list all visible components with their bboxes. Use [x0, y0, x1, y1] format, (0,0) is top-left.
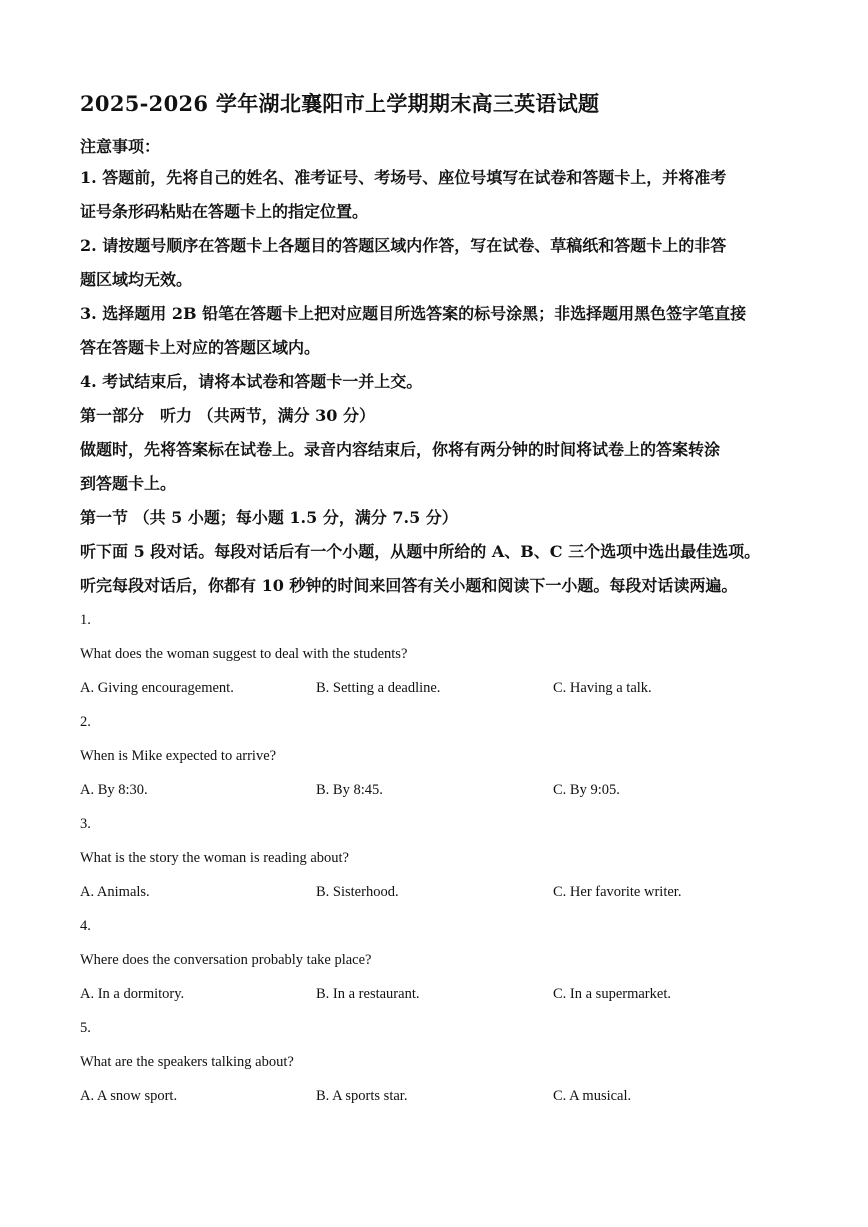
- option-c: C. By 9:05.: [553, 782, 620, 798]
- note-line: 3. 选择题用 2B 铅笔在答题卡上把对应题目所选答案的标号涂黑；非选择题用黑色签字笔直接: [80, 304, 747, 323]
- note-line: 证号条形码粘贴在答题卡上的指定位置。: [80, 202, 369, 221]
- section1-heading: 第一节 （共 5 小题；每小题 1.5 分，满分 7.5 分）: [80, 508, 458, 527]
- question-number: 1.: [80, 612, 91, 628]
- question-number: 3.: [80, 816, 91, 832]
- option-b: B. By 8:45.: [316, 782, 383, 798]
- option-a: A. Giving encouragement.: [80, 680, 234, 696]
- note-line: 1. 答题前，先将自己的姓名、准考证号、考场号、座位号填写在试卷和答题卡上，并将准考: [80, 168, 727, 187]
- option-a: A. Animals.: [80, 884, 150, 900]
- option-b: B. Setting a deadline.: [316, 680, 441, 696]
- question-number: 5.: [80, 1020, 91, 1036]
- option-c: C. In a supermarket.: [553, 986, 671, 1002]
- note-line: 4. 考试结束后，请将本试卷和答题卡一并上交。: [80, 372, 423, 391]
- section1-intro-line: 听下面 5 段对话。每段对话后有一个小题，从题中所给的 A、B、C 三个选项中选出最佳选项。: [80, 542, 761, 561]
- question-number: 4.: [80, 918, 91, 934]
- note-line: 答在答题卡上对应的答题区域内。: [80, 338, 321, 357]
- question-text: What is the story the woman is reading about?: [80, 850, 349, 866]
- option-a: A. In a dormitory.: [80, 986, 185, 1002]
- note-line: 2. 请按题号顺序在答题卡上各题目的答题区域内作答，写在试卷、草稿纸和答题卡上的非答: [80, 236, 727, 255]
- option-c: C. A musical.: [553, 1088, 632, 1104]
- part1-intro-line: 做题时，先将答案标在试卷上。录音内容结束后，你将有两分钟的时间将试卷上的答案转涂: [80, 440, 721, 459]
- note-line: 题区域均无效。: [80, 270, 193, 289]
- question-text: What are the speakers talking about?: [80, 1054, 294, 1070]
- option-b: B. In a restaurant.: [316, 986, 420, 1002]
- option-b: B. A sports star.: [316, 1088, 408, 1104]
- part1-intro-line: 到答题卡上。: [80, 474, 177, 493]
- option-b: B. Sisterhood.: [316, 884, 399, 900]
- part1-heading: 第一部分 听力 （共两节，满分 30 分）: [80, 406, 375, 425]
- question-text: When is Mike expected to arrive?: [80, 748, 277, 764]
- option-c: C. Having a talk.: [553, 680, 652, 696]
- option-c: C. Her favorite writer.: [553, 884, 682, 900]
- option-a: A. A snow sport.: [80, 1088, 178, 1104]
- option-a: A. By 8:30.: [80, 782, 148, 798]
- question-text: What does the woman suggest to deal with the students?: [80, 646, 408, 662]
- question-number: 2.: [80, 714, 91, 730]
- section1-intro-line: 听完每段对话后，你都有 10 秒钟的时间来回答有关小题和阅读下一小题。每段对话读两遍。: [80, 576, 738, 595]
- question-text: Where does the conversation probably take place?: [80, 952, 372, 968]
- page-title: 2025-2026 学年湖北襄阳市上学期期末高三英语试题: [80, 91, 600, 116]
- notes-heading: 注意事项：: [80, 137, 161, 156]
